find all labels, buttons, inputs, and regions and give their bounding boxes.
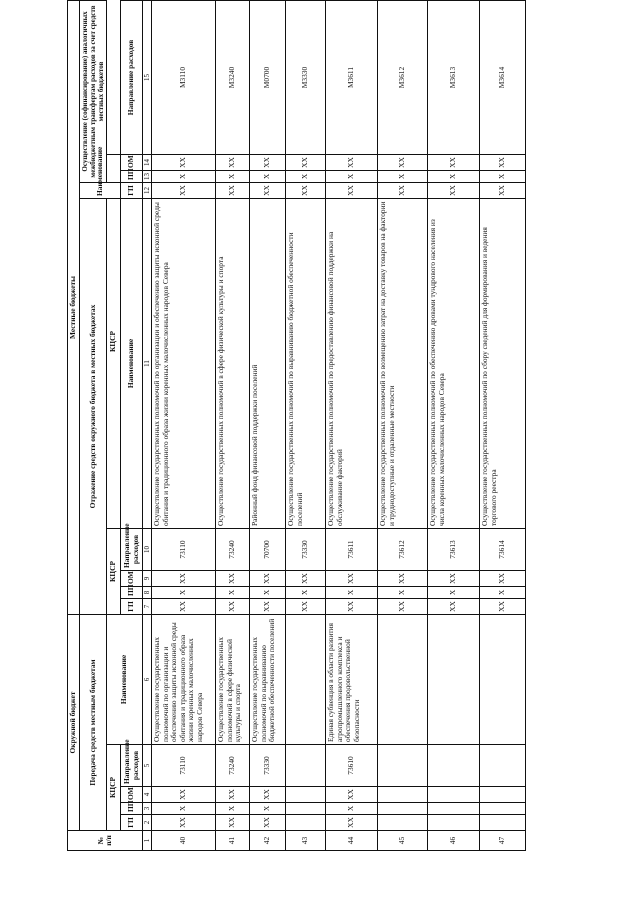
direction-code: 73110	[152, 745, 216, 787]
om-code: XX	[250, 571, 286, 587]
row-number: 47	[480, 831, 526, 851]
direction-code: M3613	[428, 1, 480, 155]
row-number: 42	[250, 831, 286, 851]
om-code	[286, 787, 326, 803]
header-direction: Направление расходов	[121, 745, 143, 787]
om-code: XX	[152, 155, 216, 171]
pp-code: X	[152, 587, 216, 599]
header-reflection: Отражение средств окружного бюджета в местных бюджетах	[80, 199, 107, 615]
table-row	[286, 1, 326, 851]
gp-code: XX	[378, 599, 428, 615]
om-code	[480, 787, 526, 803]
gp-code	[286, 815, 326, 831]
column-number: 10	[143, 529, 152, 571]
transfer-name: Единая субвенция в области развития агропромышленного комплекса и обеспечения продовольственной безопасности	[326, 615, 378, 745]
table-row	[428, 1, 480, 851]
transfer-name	[480, 615, 526, 745]
column-number: 5	[143, 745, 152, 787]
column-number: 8	[143, 587, 152, 599]
gp-code: XX	[152, 815, 216, 831]
gp-code	[480, 815, 526, 831]
column-number: 2	[143, 815, 152, 831]
header-direction: Направление расходов	[121, 1, 143, 155]
row-number: 45	[378, 831, 428, 851]
om-code	[378, 787, 428, 803]
om-code: XX	[428, 571, 480, 587]
pp-code: X	[152, 803, 216, 815]
row-number: 43	[286, 831, 326, 851]
pp-code: X	[216, 171, 250, 183]
column-number: 4	[143, 787, 152, 803]
table-row	[216, 1, 250, 851]
direction-code	[286, 745, 326, 787]
table-body	[152, 1, 526, 851]
header-kcsr-3: КЦСР	[107, 155, 121, 529]
pp-code: X	[480, 171, 526, 183]
gp-code	[428, 815, 480, 831]
direction-code: 73240	[216, 745, 250, 787]
direction-code: 73611	[326, 529, 378, 571]
column-number: 14	[143, 155, 152, 171]
transfer-name	[378, 615, 428, 745]
local-name: Осуществление государственных полномочий в сфере физической культуры и спорта	[216, 199, 250, 529]
direction-code: 73330	[250, 745, 286, 787]
direction-code: M3240	[216, 1, 250, 155]
pp-code: X	[250, 587, 286, 599]
header-gp: ГП	[121, 599, 143, 615]
gp-code: XX	[250, 815, 286, 831]
gp-code: XX	[250, 183, 286, 199]
om-code: XX	[480, 571, 526, 587]
row-number: 41	[216, 831, 250, 851]
gp-code	[378, 815, 428, 831]
header-gp: ГП	[121, 183, 143, 199]
pp-code: X	[286, 171, 326, 183]
om-code: XX	[326, 571, 378, 587]
om-code: XX	[216, 155, 250, 171]
gp-code: XX	[428, 183, 480, 199]
om-code: XX	[216, 571, 250, 587]
om-code: XX	[250, 155, 286, 171]
gp-code: XX	[216, 815, 250, 831]
om-code: XX	[326, 787, 378, 803]
row-number: 44	[326, 831, 378, 851]
direction-code	[378, 745, 428, 787]
direction-code: 73614	[480, 529, 526, 571]
direction-code: M3614	[480, 1, 526, 155]
column-number: 1	[143, 831, 152, 851]
om-code: XX	[428, 155, 480, 171]
gp-code: XX	[480, 183, 526, 199]
direction-code: M3110	[152, 1, 216, 155]
gp-code: XX	[250, 599, 286, 615]
table-row	[250, 1, 286, 851]
header-num: № п/п	[68, 831, 143, 851]
column-number: 15	[143, 1, 152, 155]
header-pp: ПП	[121, 171, 143, 183]
transfer-name	[428, 615, 480, 745]
gp-code: XX	[152, 599, 216, 615]
gp-code: XX	[480, 599, 526, 615]
pp-code: X	[326, 803, 378, 815]
pp-code	[286, 803, 326, 815]
header-transfer: Передача средств местным бюджетам	[80, 615, 107, 831]
gp-code: XX	[216, 599, 250, 615]
column-number: 11	[143, 199, 152, 529]
row-number: 46	[428, 831, 480, 851]
transfer-name: Осуществление государственных полномочий по выравниванию бюджетной обеспеченности поселений	[250, 615, 286, 745]
direction-code: M3612	[378, 1, 428, 155]
direction-code: 73110	[152, 529, 216, 571]
budget-table	[67, 0, 526, 851]
om-code: XX	[326, 155, 378, 171]
header-direction: Направление расходов	[121, 529, 143, 571]
header-om: ОМ	[121, 155, 143, 171]
gp-code: XX	[286, 183, 326, 199]
table-row	[378, 1, 428, 851]
direction-code: M3330	[286, 1, 326, 155]
rotated-document-table	[67, 1, 560, 851]
pp-code: X	[326, 171, 378, 183]
gp-code: XX	[428, 599, 480, 615]
om-code: XX	[286, 155, 326, 171]
column-number: 12	[143, 183, 152, 199]
transfer-name: Осуществление государственных полномочий по организации и обеспечению защиты исконной среды обитания и традиционного образа жизни коренных малочисленных народов Севера	[152, 615, 216, 745]
column-number: 3	[143, 803, 152, 815]
header-om: ОМ	[121, 571, 143, 587]
pp-code: X	[286, 587, 326, 599]
local-name: Осуществление государственных полномочий по сбору сведений для формирования и ведения торгового реестра	[480, 199, 526, 529]
pp-code: X	[428, 587, 480, 599]
transfer-name	[286, 615, 326, 745]
direction-code: 73330	[286, 529, 326, 571]
header-om: ОМ	[121, 787, 143, 803]
table-row	[480, 1, 526, 851]
om-code: XX	[286, 571, 326, 587]
direction-code: 73610	[326, 745, 378, 787]
local-name: Районный фонд финансовой поддержки поселений	[250, 199, 286, 529]
column-number: 7	[143, 599, 152, 615]
local-name: Осуществление государственных полномочий по обеспечению дровами тундрового населения из числа коренных малочисленных народов Севера	[428, 199, 480, 529]
gp-code: XX	[326, 183, 378, 199]
om-code: XX	[152, 787, 216, 803]
table-row	[152, 1, 216, 851]
gp-code: XX	[286, 599, 326, 615]
gp-code: XX	[326, 815, 378, 831]
pp-code: X	[216, 803, 250, 815]
pp-code: X	[378, 587, 428, 599]
om-code	[428, 787, 480, 803]
direction-code: 73613	[428, 529, 480, 571]
gp-code: XX	[152, 183, 216, 199]
header-okrug-budget: Окружной бюджет	[68, 615, 80, 831]
pp-code: X	[480, 587, 526, 599]
transfer-name: Осуществление государственных полномочий в сфере физической культуры и спорта	[216, 615, 250, 745]
direction-code: 73240	[216, 529, 250, 571]
pp-code	[428, 803, 480, 815]
local-name: Осуществление государственных полномочий по возмещению затрат на доставку товаров на фактории и труднодоступные и отдаленные местности	[378, 199, 428, 529]
local-name: Осуществление государственных полномочий по организации и обеспечению защиты исконной среды обитания и традиционного образа жизни коренных малочисленных народов Севера	[152, 199, 216, 529]
pp-code: X	[250, 803, 286, 815]
om-code: XX	[378, 155, 428, 171]
header-name-1: Наименование	[107, 615, 143, 745]
pp-code: X	[378, 171, 428, 183]
pp-code: X	[152, 171, 216, 183]
pp-code: X	[250, 171, 286, 183]
column-number: 9	[143, 571, 152, 587]
table-row	[326, 1, 378, 851]
local-name: Осуществление государственных полномочий по выравниванию бюджетной обеспеченности поселений	[286, 199, 326, 529]
header-pp: ПП	[121, 587, 143, 599]
gp-code: XX	[326, 599, 378, 615]
local-name: Осуществление государственных полномочий по предоставлению финансовой поддержки на обслуживание факторий	[326, 199, 378, 529]
header-local-budgets: Местные бюджеты	[68, 1, 80, 615]
column-number: 13	[143, 171, 152, 183]
header-pp: ПП	[121, 803, 143, 815]
header-kcsr-2: КЦСР	[107, 529, 121, 615]
header-gp: ГП	[121, 815, 143, 831]
row-number: 40	[152, 831, 216, 851]
om-code: XX	[250, 787, 286, 803]
header-cofinance: Осуществление (софинансирование) аналогичных межбюджетным трансфертам расходов за счет средств местных бюджетов	[80, 1, 107, 183]
direction-code: M3611	[326, 1, 378, 155]
pp-code	[378, 803, 428, 815]
direction-code: 70700	[250, 529, 286, 571]
column-number: 6	[143, 615, 152, 745]
om-code: XX	[378, 571, 428, 587]
pp-code: X	[428, 171, 480, 183]
direction-code	[480, 745, 526, 787]
gp-code: XX	[216, 183, 250, 199]
header-name-1: Наименование	[80, 183, 121, 199]
om-code: XX	[480, 155, 526, 171]
om-code: XX	[152, 571, 216, 587]
pp-code: X	[216, 587, 250, 599]
direction-code: M0700	[250, 1, 286, 155]
pp-code: X	[326, 587, 378, 599]
header-kcsr-1: КЦСР	[107, 745, 121, 831]
pp-code	[480, 803, 526, 815]
om-code: XX	[216, 787, 250, 803]
header-name-2: Наименование	[121, 199, 143, 529]
direction-code	[428, 745, 480, 787]
direction-code: 73612	[378, 529, 428, 571]
gp-code: XX	[378, 183, 428, 199]
